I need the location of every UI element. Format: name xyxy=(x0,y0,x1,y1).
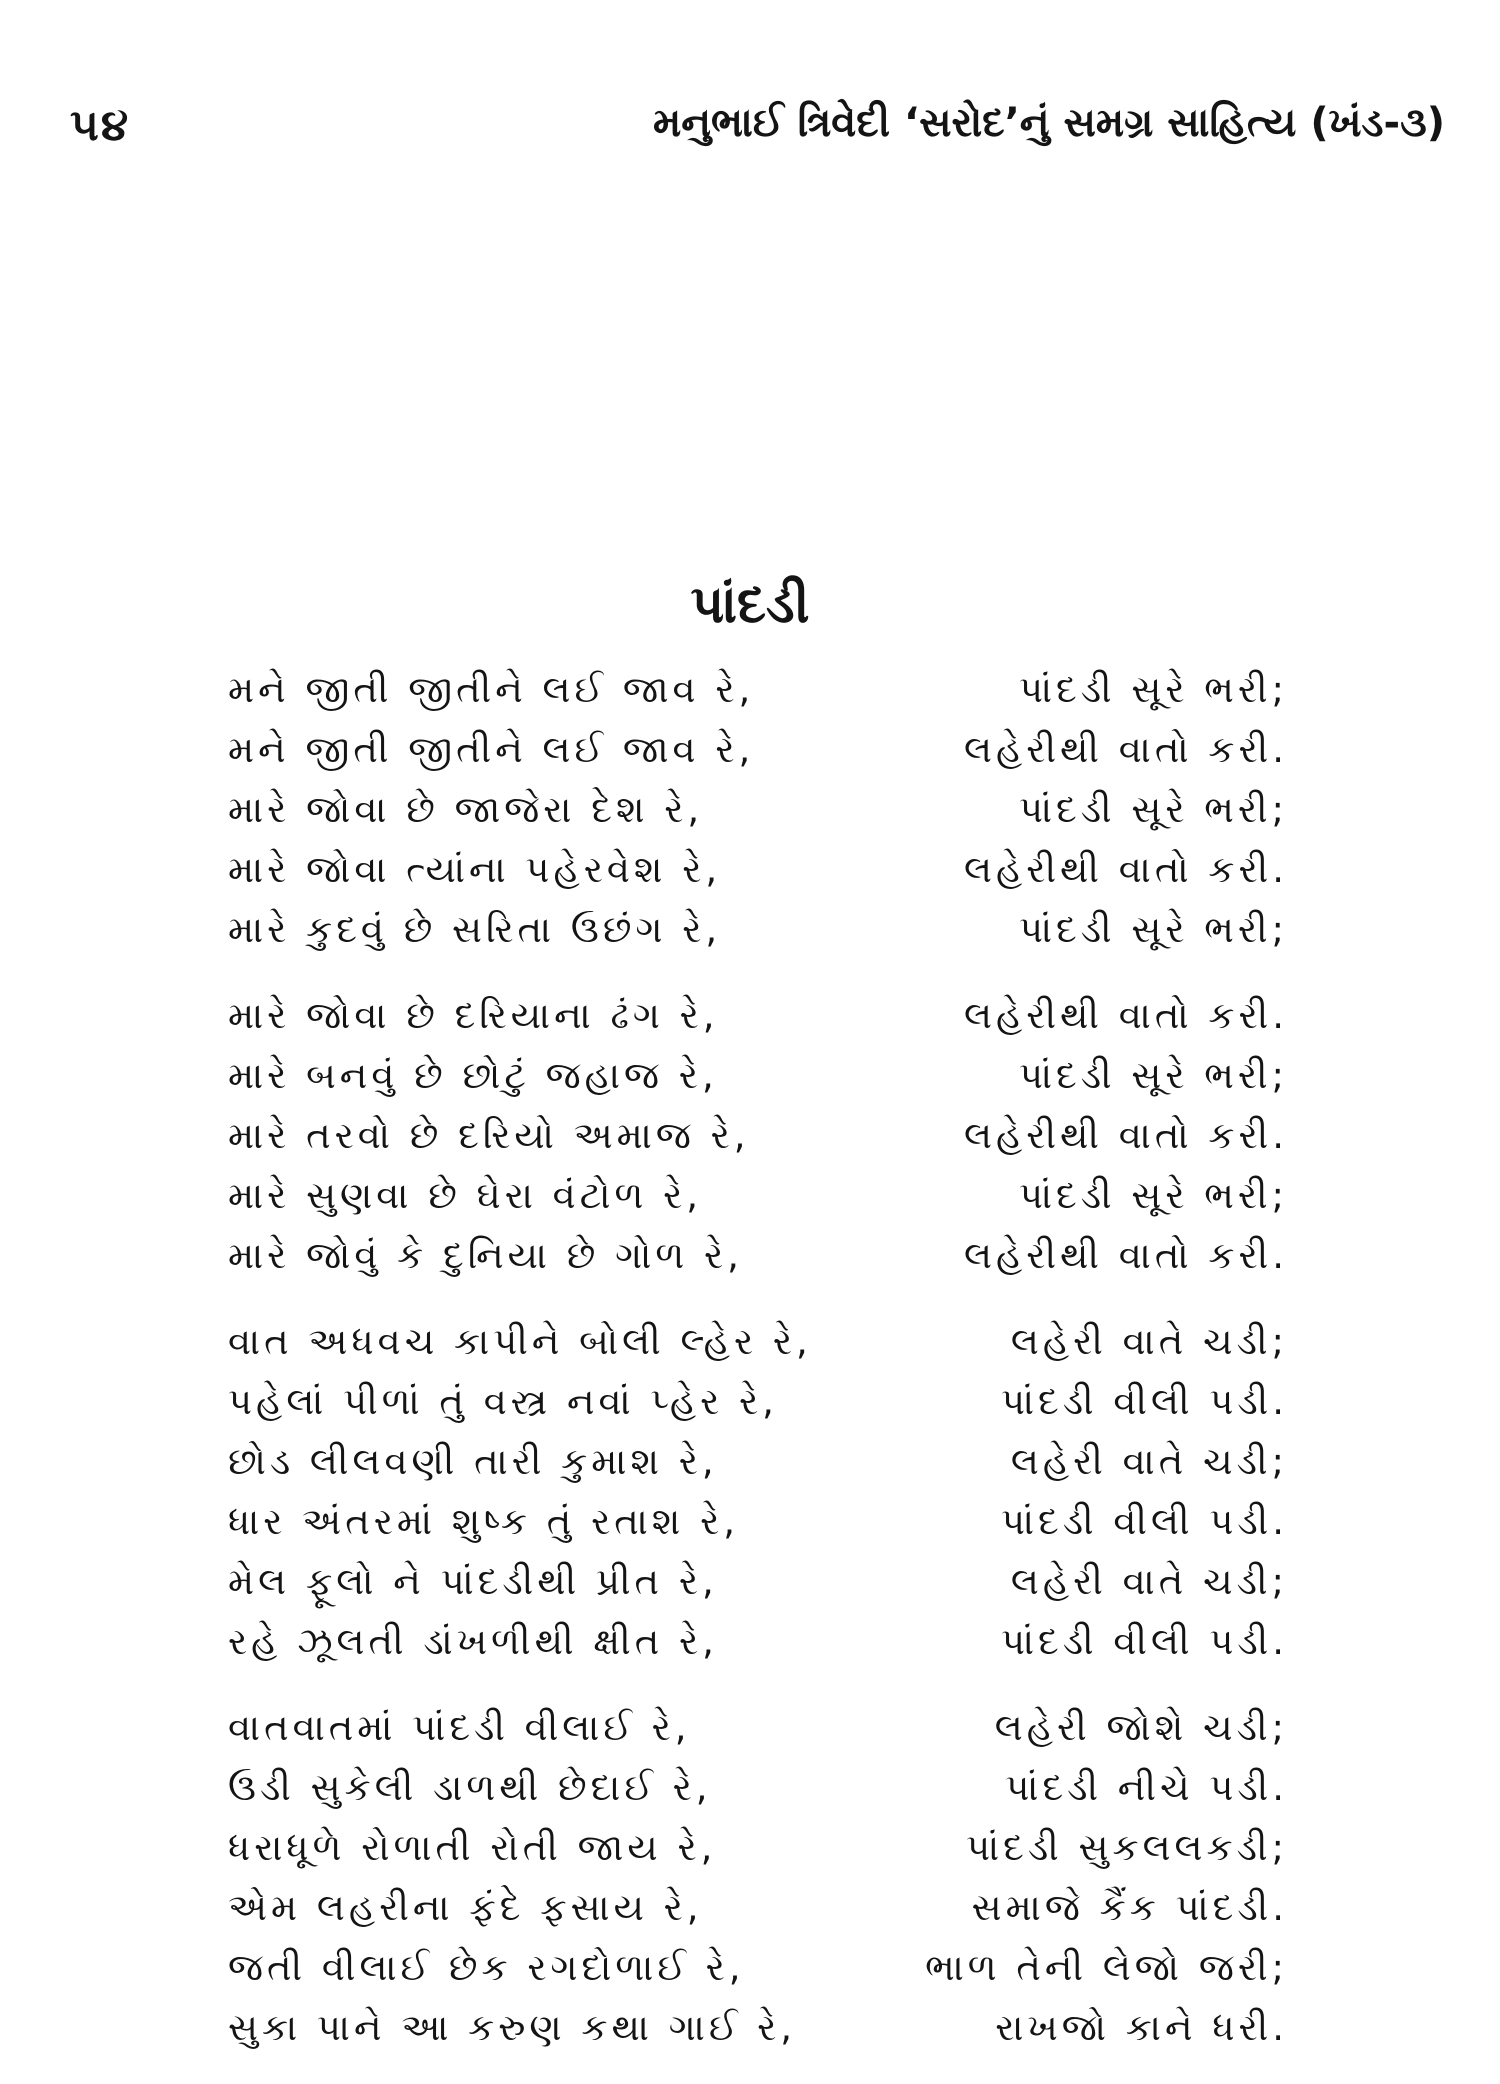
line-first-half: વાત અધવચ કાપીને બોલી લ્હેર રે, xyxy=(228,1320,812,1363)
line-refrain: લહેરી વાતે ચડી; xyxy=(1010,1440,1288,1483)
line-first-half: વાતવાતમાં પાંદડી વીલાઈ રે, xyxy=(228,1706,691,1749)
line-first-half: જતી વીલાઈ છેક રગદોળાઈ રે, xyxy=(228,1946,745,1989)
poem-line xyxy=(228,1758,1288,1818)
line-first-half: મારે કુદવું છે સરિતા ઉછંગ રે, xyxy=(228,908,722,951)
line-refrain: પાંદડી સૂરે ભરી; xyxy=(1018,1174,1288,1217)
poem-line xyxy=(228,1938,1288,1998)
line-refrain: લહેરીથી વાતો કરી. xyxy=(964,848,1288,891)
poem-line xyxy=(228,720,1288,780)
line-refrain: ભાળ તેની લેજો જરી; xyxy=(925,1946,1288,1989)
line-refrain: લહેરી જોશે ચડી; xyxy=(994,1706,1288,1749)
line-first-half: મારે જોવા છે જાજેરા દેશ રે, xyxy=(228,788,704,831)
line-refrain: લહેરીથી વાતો કરી. xyxy=(964,728,1288,771)
line-first-half: મારે બનવું છે છોટું જહાજ રે, xyxy=(228,1054,718,1097)
line-first-half: પહેલાં પીળાં તું વસ્ત્ર નવાં પ્હેર રે, xyxy=(228,1380,778,1423)
line-refrain: પાંદડી સુકલલકડી; xyxy=(966,1826,1288,1869)
line-first-half: મારે તરવો છે દરિયો અમાજ રે, xyxy=(228,1114,750,1157)
line-refrain: પાંદડી નીચે પડી. xyxy=(1005,1766,1288,1809)
line-refrain: લહેરીથી વાતો કરી. xyxy=(964,1234,1288,1277)
line-first-half: મારે જોવા છે દરિયાના ઢંગ રે, xyxy=(228,994,719,1037)
line-first-half: ઉડી સુકેલી ડાળથી છેદાઈ રે, xyxy=(228,1766,712,1809)
line-refrain: પાંદડી સૂરે ભરી; xyxy=(1018,908,1288,951)
line-first-half: મને જીતી જીતીને લઈ જાવ રે, xyxy=(228,668,755,711)
line-first-half: એમ લહરીના ફંદે ફસાય રે, xyxy=(228,1886,703,1929)
line-refrain: પાંદડી વીલી પડી. xyxy=(1000,1380,1288,1423)
poem-line xyxy=(228,660,1288,720)
poem-title: પાંદડી xyxy=(690,575,810,635)
line-first-half: રહે ઝૂલતી ડાંખળીથી ક્ષીત રે, xyxy=(228,1620,718,1663)
poem-line xyxy=(228,900,1288,960)
line-refrain: પાંદડી વીલી પડી. xyxy=(1000,1620,1288,1663)
line-refrain: લહેરીથી વાતો કરી. xyxy=(964,1114,1288,1157)
poem-line xyxy=(228,986,1288,1046)
line-first-half: ધરાધૂળે રોળાતી રોતી જાય રે, xyxy=(228,1826,717,1869)
page-number: ૫૪ xyxy=(70,100,131,151)
stanza xyxy=(228,660,1288,960)
poem-line xyxy=(228,1698,1288,1758)
line-first-half: મને જીતી જીતીને લઈ જાવ રે, xyxy=(228,728,755,771)
poem-line xyxy=(228,1998,1288,2058)
line-first-half: ધાર અંતરમાં શુષ્ક તું રતાશ રે, xyxy=(228,1500,739,1543)
poem-line xyxy=(228,1226,1288,1286)
poem-line xyxy=(228,1818,1288,1878)
poem-line xyxy=(228,1372,1288,1432)
line-first-half: મારે જોવા ત્યાંના પહેરવેશ રે, xyxy=(228,848,722,891)
line-first-half: સુકા પાને આ કરુણ કથા ગાઈ રે, xyxy=(228,2006,797,2049)
line-refrain: પાંદડી સૂરે ભરી; xyxy=(1018,668,1288,711)
stanza xyxy=(228,1698,1288,2058)
line-first-half: મેલ ફૂલો ને પાંદડીથી પ્રીત રે, xyxy=(228,1560,718,1603)
line-refrain: પાંદડી સૂરે ભરી; xyxy=(1018,788,1288,831)
line-refrain: પાંદડી વીલી પડી. xyxy=(1000,1500,1288,1543)
poem-line xyxy=(228,1046,1288,1106)
poem-body xyxy=(228,660,1288,2084)
poem-line xyxy=(228,1878,1288,1938)
line-first-half: છોડ લીલવણી તારી કુમાશ રે, xyxy=(228,1440,718,1483)
line-refrain: પાંદડી સૂરે ભરી; xyxy=(1018,1054,1288,1097)
poem-line xyxy=(228,1432,1288,1492)
poem-line xyxy=(228,1166,1288,1226)
page-header xyxy=(70,100,1445,160)
line-first-half: મારે જોવું કે દુનિયા છે ગોળ રે, xyxy=(228,1234,743,1277)
poem-line xyxy=(228,1106,1288,1166)
line-refrain: રાખજો કાને ધરી. xyxy=(995,2006,1288,2049)
running-title: મનુભાઈ ત્રિવેદી ‘સરોદ’નું સમગ્ર સાહિત્ય (ખંડ-૩) xyxy=(653,100,1445,146)
line-refrain: લહેરીથી વાતો કરી. xyxy=(964,994,1288,1037)
poem-line xyxy=(228,1492,1288,1552)
stanza xyxy=(228,986,1288,1286)
poem-line xyxy=(228,1312,1288,1372)
poem-line xyxy=(228,1612,1288,1672)
stanza xyxy=(228,1312,1288,1672)
line-refrain: લહેરી વાતે ચડી; xyxy=(1010,1560,1288,1603)
line-refrain: લહેરી વાતે ચડી; xyxy=(1010,1320,1288,1363)
poem-line xyxy=(228,780,1288,840)
line-refrain: સમાજે કૈંક પાંદડી. xyxy=(971,1886,1288,1929)
poem-line xyxy=(228,1552,1288,1612)
poem-line xyxy=(228,840,1288,900)
line-first-half: મારે સુણવા છે ઘેરા વંટોળ રે, xyxy=(228,1174,703,1217)
